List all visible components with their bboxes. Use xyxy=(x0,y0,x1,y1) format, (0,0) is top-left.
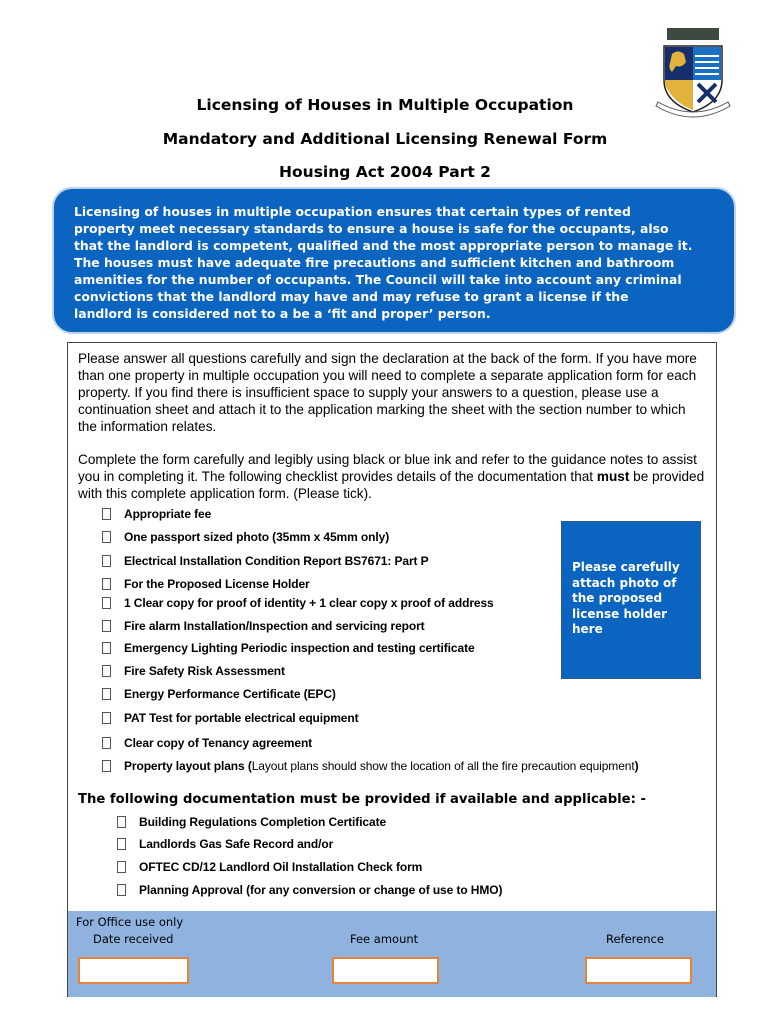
checkbox[interactable] xyxy=(102,737,111,749)
optional-documents-heading: The following documentation must be provided if available and applicable: - xyxy=(78,792,646,807)
checkbox[interactable] xyxy=(102,508,111,520)
checklist-item[interactable]: One passport sized photo (35mm x 45mm only) xyxy=(102,530,389,544)
checklist-item[interactable]: Electrical Installation Condition Report BS7671: Part P xyxy=(102,554,429,568)
photo-box-line: the proposed xyxy=(572,591,663,605)
intro-info-box xyxy=(52,187,736,334)
checkbox[interactable] xyxy=(102,642,111,654)
intro-line: convictions that the landlord may have and may refuse to grant a license if the xyxy=(74,289,629,304)
checklist-item[interactable]: Fire alarm Installation/Inspection and servicing report xyxy=(102,619,425,633)
reference-label: Reference xyxy=(606,932,664,946)
checkbox[interactable] xyxy=(117,838,126,850)
photo-attachment-box[interactable] xyxy=(561,521,701,679)
checklist-item[interactable]: Energy Performance Certificate (EPC) xyxy=(102,687,336,701)
form-act-reference: Housing Act 2004 Part 2 xyxy=(279,163,491,181)
checkbox[interactable] xyxy=(102,620,111,632)
checkbox[interactable] xyxy=(117,884,126,896)
checkbox[interactable] xyxy=(102,531,111,543)
photo-box-line: Please carefully xyxy=(572,560,680,574)
checkbox[interactable] xyxy=(117,816,126,828)
checkbox[interactable] xyxy=(102,712,111,724)
checklist-item[interactable]: For the Proposed License Holder xyxy=(102,577,310,591)
reference-field[interactable] xyxy=(585,957,692,984)
intro-line: The houses must have adequate fire precautions and sufficient kitchen and bathroom xyxy=(74,255,675,270)
checkbox[interactable] xyxy=(102,688,111,700)
checklist-section xyxy=(67,342,717,997)
fee-amount-label: Fee amount xyxy=(350,932,419,946)
optional-item[interactable]: Landlords Gas Safe Record and/or xyxy=(117,837,333,851)
checklist-item[interactable]: Appropriate fee xyxy=(102,507,211,521)
checkbox[interactable] xyxy=(102,555,111,567)
intro-line: that the landlord is competent, qualified and the most appropriate person to manage it. xyxy=(74,238,693,253)
checklist-item[interactable]: Emergency Lighting Periodic inspection and testing certificate xyxy=(102,641,475,655)
office-use-heading: For Office use only xyxy=(76,915,184,929)
office-use-panel xyxy=(68,911,716,997)
intro-line: property meet necessary standards to ensure a house is safe for the occupants, also xyxy=(74,221,669,236)
form-subtitle: Mandatory and Additional Licensing Renewal Form xyxy=(162,130,608,148)
optional-item[interactable]: Building Regulations Completion Certificate xyxy=(117,815,386,829)
checklist-item[interactable]: 1 Clear copy for proof of identity + 1 clear copy x proof of address xyxy=(102,596,494,610)
checkbox[interactable] xyxy=(102,578,111,590)
intro-line: Licensing of houses in multiple occupation ensures that certain types of rented xyxy=(74,204,631,219)
form-title: Licensing of Houses in Multiple Occupation xyxy=(196,96,574,114)
checkbox[interactable] xyxy=(102,665,111,677)
guidance-paragraph: Complete the form carefully and legibly using black or blue ink and refer to the guidance notes to assist you in completing it. The following checklist provides details of the documentation that must be provided with this complete application form. (Please tick). xyxy=(78,452,705,501)
intro-line: landlord is considered not to a be a ‘fit and proper’ person. xyxy=(74,306,491,321)
photo-box-line: attach photo of xyxy=(572,575,677,590)
checklist-item-layout-plans[interactable]: Property layout plans (Layout plans should show the location of all the fire precaution equipment) xyxy=(102,759,639,773)
instructions-paragraph: Please answer all questions carefully and sign the declaration at the back of the form. If you have more than one property in multiple occupation you will need to complete a separate application form for each property. If you find there is insufficient space to supply your answers to a question, please use a continuation sheet and attach it to the application marking the sheet with the section number to which the information relates. xyxy=(78,351,697,434)
optional-item[interactable]: Planning Approval (for any conversion or change of use to HMO) xyxy=(117,883,502,897)
optional-item[interactable]: OFTEC CD/12 Landlord Oil Installation Check form xyxy=(117,860,422,874)
date-received-field[interactable] xyxy=(78,957,189,984)
checkbox[interactable] xyxy=(102,760,111,772)
checklist-item[interactable]: Fire Safety Risk Assessment xyxy=(102,664,285,678)
checkbox[interactable] xyxy=(117,861,126,873)
checklist-item[interactable]: PAT Test for portable electrical equipment xyxy=(102,711,359,725)
photo-box-line: here xyxy=(572,622,603,636)
date-received-label: Date received xyxy=(93,932,174,946)
photo-box-line: license holder xyxy=(572,606,668,621)
checklist-item[interactable]: Clear copy of Tenancy agreement xyxy=(102,736,312,750)
fee-amount-field[interactable] xyxy=(332,957,439,984)
checkbox[interactable] xyxy=(102,597,111,609)
intro-line: amenities for the number of occupants. The Council will take into account any criminal xyxy=(74,272,682,287)
